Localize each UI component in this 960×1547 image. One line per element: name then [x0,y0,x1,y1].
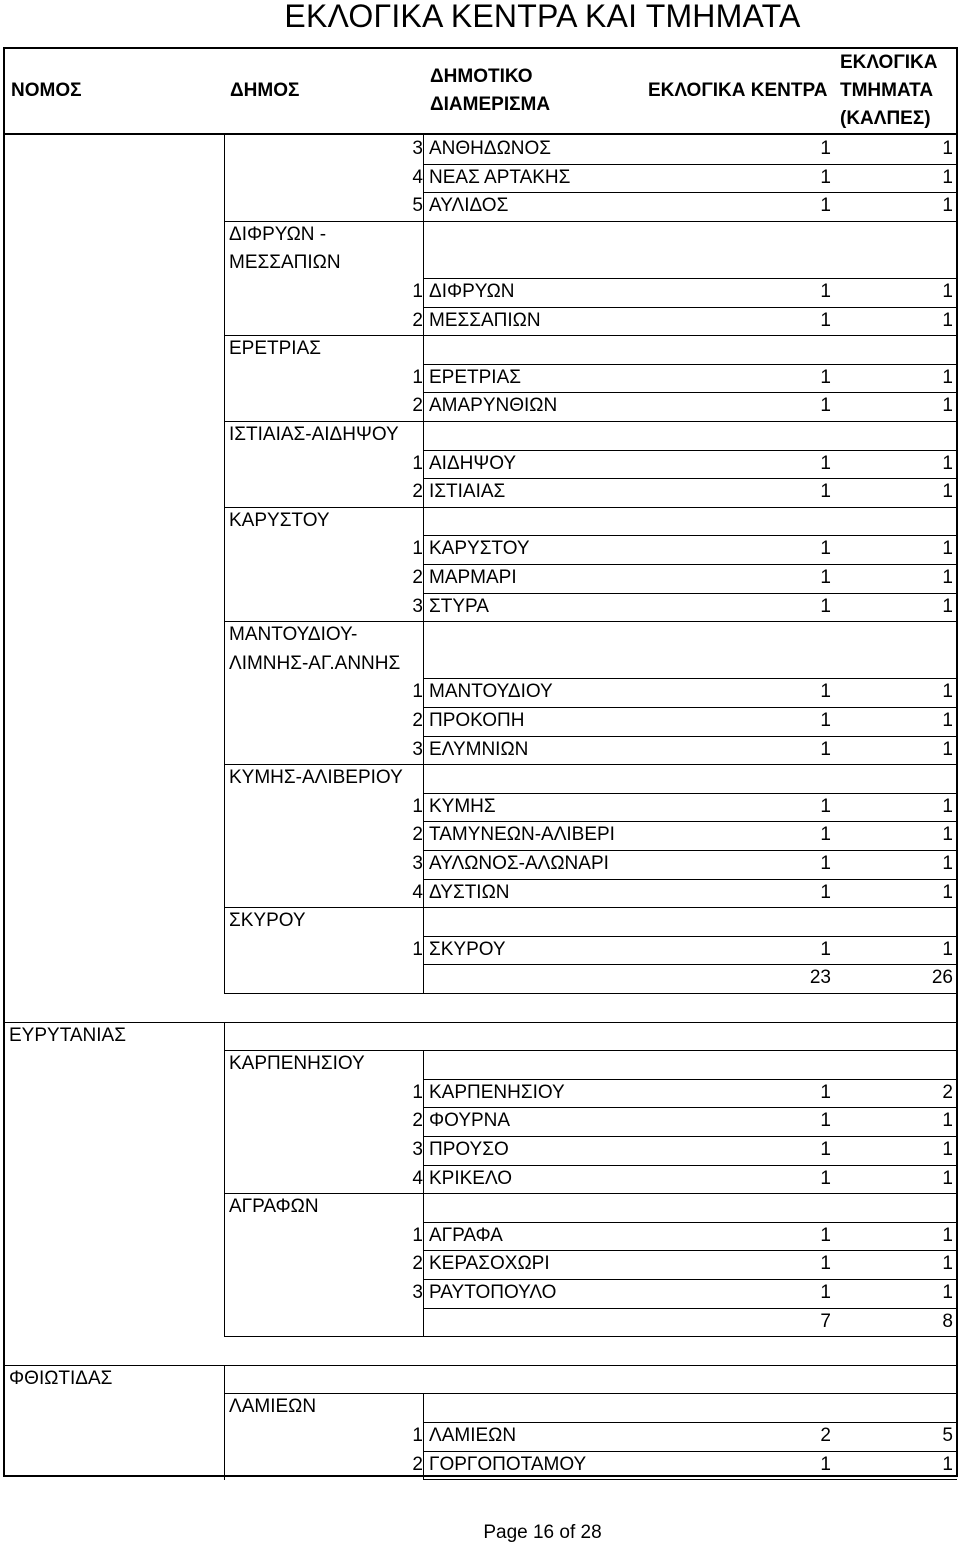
dd-name: ΕΛΥΜΝΙΩΝ [429,739,529,760]
dd-number: 5 [412,195,423,216]
dimos-col-divider [224,707,225,736]
dimos-col-divider [224,1107,225,1136]
kentra-value: 1 [820,1082,831,1103]
dimos-col-divider [224,621,225,678]
dd-name: ΜΑΡΜΑΡΙ [429,567,517,588]
dimos-col-divider [224,335,225,364]
dd-col-divider [423,307,424,336]
dimos-name-line2: ΜΕΣΣΑΠΙΩΝ [229,252,341,273]
tmimata-value: 1 [942,1282,953,1303]
dimos-name-line1: ΚΑΡΥΣΤΟΥ [229,510,330,531]
dd-number: 1 [412,453,423,474]
dimos-top-border [224,507,423,508]
dimos-top-border [224,221,423,222]
dd-number: 1 [412,538,423,559]
dd-name: ΜΑΝΤΟΥΔΙΟΥ [429,681,553,702]
row-divider [423,793,957,794]
dd-name: ΔΙΦΡΥΩΝ [429,281,515,302]
dd-number: 1 [412,1082,423,1103]
dd-col-divider [423,1393,424,1422]
dd-number: 4 [412,882,423,903]
dd-name: ΚΑΡΠΕΝΗΣΙΟΥ [429,1082,565,1103]
header-tmimata-line3: (ΚΑΛΠΕΣ) [840,108,931,129]
table-border-right [956,135,958,1477]
row-divider [423,1308,957,1309]
dd-col-divider [423,593,424,622]
kentra-value: 1 [820,1225,831,1246]
tmimata-value: 1 [942,739,953,760]
dd-number: 1 [412,367,423,388]
tmimata-value: 1 [942,567,953,588]
tmimata-value: 1 [942,681,953,702]
dimos-top-border [224,907,423,908]
dd-col-divider [423,192,424,221]
table-border-bottom [3,1475,958,1477]
tmimata-value: 1 [942,367,953,388]
header-dimos: ΔΗΜΟΣ [230,80,300,101]
dd-col-divider [423,507,424,536]
kentra-value: 1 [820,310,831,331]
dd-col-divider [423,964,424,993]
dimos-name-line1: ΕΡΕΤΡΙΑΣ [229,338,321,359]
dimos-col-divider [224,1308,225,1337]
kentra-value: 1 [820,710,831,731]
total-tmimata: 8 [942,1311,953,1332]
dd-number: 3 [412,1139,423,1160]
dd-col-divider [423,1079,424,1108]
kentra-value: 2 [820,1425,831,1446]
dd-col-divider [423,1279,424,1308]
dd-col-divider [423,392,424,421]
dd-col-divider [423,364,424,393]
total-tmimata: 26 [931,967,953,988]
dd-name: ΓΟΡΓΟΠΟΤΑΜΟΥ [429,1454,587,1475]
dd-number: 2 [412,395,423,416]
dimos-col-divider [224,1193,225,1222]
kentra-value: 1 [820,824,831,845]
header-diamerisma-line2: ΔΙΑΜΕΡΙΣΜΑ [430,94,551,115]
row-divider [423,907,957,908]
dimos-col-divider [224,421,225,450]
dd-col-divider [423,1222,424,1251]
kentra-value: 1 [820,367,831,388]
dimos-top-border [224,1193,423,1194]
dd-name: ΦΟΥΡΝΑ [429,1110,511,1131]
kentra-value: 1 [820,1110,831,1131]
dd-number: 2 [412,481,423,502]
dd-col-divider [423,221,424,278]
dd-number: 2 [412,1110,423,1131]
dd-col-divider [423,535,424,564]
dd-name: ΚΥΜΗΣ [429,796,496,817]
dimos-col-divider [224,907,225,936]
tmimata-value: 1 [942,167,953,188]
kentra-value: 1 [820,1454,831,1475]
dd-number: 1 [412,1425,423,1446]
dimos-col-divider [224,392,225,421]
row-divider [423,964,957,965]
dd-name: ΑΝΘΗΔΩΝΟΣ [429,138,552,159]
dd-number: 1 [412,281,423,302]
dd-number: 1 [412,939,423,960]
kentra-value: 1 [820,453,831,474]
nomos-name: ΕΥΡΥΤΑΝΙΑΣ [9,1025,126,1046]
header-diamerisma [430,49,550,133]
table-header [3,47,958,135]
dd-col-divider [423,879,424,908]
dd-col-divider [423,478,424,507]
dimos-col-divider [224,564,225,593]
tmimata-value: 1 [942,1253,953,1274]
kentra-value: 1 [820,138,831,159]
total-bottom-border [224,993,957,994]
dd-col-divider [423,736,424,765]
dd-col-divider [423,450,424,479]
nomos-name: ΦΘΙΩΤΙΔΑΣ [9,1368,113,1389]
section-divider [4,1022,957,1023]
header-kentra: ΕΚΛΟΓΙΚΑ ΚΕΝΤΡΑ [648,80,828,101]
dimos-col-divider [224,1136,225,1165]
kentra-value: 1 [820,1282,831,1303]
dd-name: ΑΜΑΡΥΝΘΙΩΝ [429,395,558,416]
dimos-col-divider [224,821,225,850]
dd-col-divider [423,907,424,936]
dimos-col-divider [224,450,225,479]
dd-number: 3 [412,1282,423,1303]
kentra-value: 1 [820,739,831,760]
row-divider [423,1193,957,1194]
total-kentra: 23 [809,967,831,988]
dimos-top-border [224,421,423,422]
kentra-value: 1 [820,395,831,416]
kentra-value: 1 [820,281,831,302]
kentra-value: 1 [820,939,831,960]
dimos-col-divider [224,678,225,707]
tmimata-value: 1 [942,596,953,617]
dd-col-divider [423,564,424,593]
dimos-col-divider [224,364,225,393]
dd-col-divider [423,793,424,822]
header-tmimata [840,49,937,133]
dd-col-divider [423,936,424,965]
total-bottom-border [224,1336,957,1337]
dd-col-divider [423,1422,424,1451]
dimos-col-divider [224,135,225,164]
tmimata-value: 1 [942,453,953,474]
dd-col-divider [423,821,424,850]
dd-name: ΣΚΥΡΟΥ [429,939,506,960]
tmimata-value: 1 [942,538,953,559]
dimos-top-border [224,1393,423,1394]
dd-col-divider [423,278,424,307]
dimos-name-line1: ΚΥΜΗΣ-ΑΛΙΒΕΡΙΟΥ [229,767,403,788]
dimos-col-divider [224,793,225,822]
kentra-value: 1 [820,195,831,216]
dimos-col-divider [224,1079,225,1108]
tmimata-value: 1 [942,853,953,874]
dimos-name-line2: ΛΙΜΝΗΣ-ΑΓ.ΑΝΝΗΣ [229,653,401,674]
dimos-name-line1: ΙΣΤΙΑΙΑΣ-ΑΙΔΗΨΟΥ [229,424,399,445]
tmimata-value: 1 [942,1225,953,1246]
dimos-col-divider [224,307,225,336]
dd-col-divider [423,1050,424,1079]
total-kentra: 7 [820,1311,831,1332]
kentra-value: 1 [820,681,831,702]
dd-name: ΚΡΙΚΕΛΟ [429,1168,513,1189]
tmimata-value: 1 [942,882,953,903]
row-divider [423,1479,957,1480]
section-divider [4,1365,957,1366]
dimos-col-divider [224,736,225,765]
kentra-value: 1 [820,853,831,874]
dimos-name-line1: ΛΑΜΙΕΩΝ [229,1396,317,1417]
dd-number: 2 [412,1253,423,1274]
dd-col-divider [423,1107,424,1136]
dimos-col-divider [224,535,225,564]
kentra-value: 1 [820,167,831,188]
header-tmimata-line1: ΕΚΛΟΓΙΚΑ [840,52,938,73]
dimos-col-divider [224,1365,225,1394]
row-divider [423,621,957,622]
dimos-col-divider [224,936,225,965]
dimos-col-divider [224,850,225,879]
dimos-col-divider [224,1050,225,1079]
dimos-col-divider [224,221,225,278]
dimos-name-line1: ΣΚΥΡΟΥ [229,910,306,931]
kentra-value: 1 [820,567,831,588]
tmimata-value: 1 [942,1110,953,1131]
kentra-value: 1 [820,538,831,559]
dd-name: ΔΥΣΤΙΩΝ [429,882,510,903]
kentra-value: 1 [820,1139,831,1160]
dimos-top-border [224,621,423,622]
dimos-col-divider [224,507,225,536]
dd-col-divider [423,621,424,678]
dd-number: 2 [412,710,423,731]
dd-number: 2 [412,824,423,845]
dimos-col-divider [224,879,225,908]
tmimata-value: 1 [942,1139,953,1160]
dimos-top-border [224,764,423,765]
dd-name: ΚΕΡΑΣΟΧΩΡΙ [429,1253,550,1274]
dimos-col-divider [224,164,225,193]
tmimata-value: 1 [942,281,953,302]
dd-col-divider [423,335,424,364]
dd-name: ΑΥΛΩΝΟΣ-ΑΛΩΝΑΡΙ [429,853,609,874]
dd-name: ΠΡΟΥΣΟ [429,1139,509,1160]
dd-number: 3 [412,739,423,760]
dimos-top-border [224,1050,423,1051]
dd-col-divider [423,164,424,193]
tmimata-value: 1 [942,710,953,731]
dd-name: ΑΓΡΑΦΑ [429,1225,503,1246]
dd-number: 1 [412,681,423,702]
tmimata-value: 1 [942,481,953,502]
header-diamerisma-line1: ΔΗΜΟΤΙΚΟ [430,66,533,87]
kentra-value: 1 [820,796,831,817]
header-tmimata-line2: ΤΜΗΜΑΤΑ [840,80,934,101]
tmimata-value: 2 [942,1082,953,1103]
dimos-col-divider [224,478,225,507]
dd-name: ΑΥΛΙΔΟΣ [429,195,509,216]
dd-name: ΜΕΣΣΑΠΙΩΝ [429,310,541,331]
dd-number: 2 [412,1454,423,1475]
table-border-left [3,135,5,1477]
dimos-name-line1: ΚΑΡΠΕΝΗΣΙΟΥ [229,1053,365,1074]
dd-col-divider [423,764,424,793]
row-divider [423,1222,957,1223]
dd-col-divider [423,1193,424,1222]
tmimata-value: 1 [942,796,953,817]
row-divider [423,335,957,336]
dimos-col-divider [224,278,225,307]
dd-col-divider [423,850,424,879]
dd-number: 2 [412,310,423,331]
dd-number: 3 [412,596,423,617]
dd-name: ΙΣΤΙΑΙΑΣ [429,481,506,502]
dd-name: ΛΑΜΙΕΩΝ [429,1425,517,1446]
dimos-col-divider [224,1022,225,1051]
dd-col-divider [423,707,424,736]
dimos-col-divider [224,1222,225,1251]
dd-number: 2 [412,567,423,588]
dimos-top-border [224,335,423,336]
tmimata-value: 1 [942,310,953,331]
dd-number: 4 [412,1168,423,1189]
tmimata-value: 1 [942,195,953,216]
tmimata-value: 1 [942,138,953,159]
kentra-value: 1 [820,481,831,502]
dd-name: ΑΙΔΗΨΟΥ [429,453,517,474]
dd-col-divider [423,421,424,450]
dd-number: 3 [412,853,423,874]
tmimata-value: 1 [942,395,953,416]
dimos-col-divider [224,192,225,221]
dd-col-divider [423,1308,424,1337]
dd-name: ΠΡΟΚΟΠΗ [429,710,525,731]
dimos-col-divider [224,1422,225,1451]
tmimata-value: 1 [942,1454,953,1475]
dimos-name-line1: ΔΙΦΡΥΩΝ - [229,224,327,245]
dd-col-divider [423,678,424,707]
dd-name: ΤΑΜΥΝΕΩΝ-ΑΛΙΒΕΡΙ [429,824,615,845]
dd-name: ΝΕΑΣ ΑΡΤΑΚΗΣ [429,167,571,188]
header-nomos: ΝΟΜΟΣ [11,80,82,101]
tmimata-value: 1 [942,824,953,845]
dd-col-divider [423,1136,424,1165]
tmimata-value: 1 [942,939,953,960]
dimos-col-divider [224,1393,225,1422]
tmimata-value: 5 [942,1425,953,1446]
row-divider [423,764,957,765]
kentra-value: 1 [820,882,831,903]
page-title: ΕΚΛΟΓΙΚΑ ΚΕΝΤΡΑ ΚΑΙ ΤΜΗΜΑΤΑ [284,0,801,34]
kentra-value: 1 [820,1253,831,1274]
dimos-name-line1: ΜΑΝΤΟΥΔΙΟΥ- [229,624,358,645]
kentra-value: 1 [820,1168,831,1189]
dd-name: ΕΡΕΤΡΙΑΣ [429,367,521,388]
dd-number: 4 [412,167,423,188]
dd-number: 1 [412,796,423,817]
row-divider [423,593,957,594]
dd-number: 1 [412,1225,423,1246]
row-divider [423,507,957,508]
page-footer: Page 16 of 28 [483,1522,602,1543]
dimos-col-divider [224,964,225,993]
dd-name: ΡΑΥΤΟΠΟΥΛΟ [429,1282,557,1303]
dd-name: ΚΑΡΥΣΤΟΥ [429,538,530,559]
dd-col-divider [423,1165,424,1194]
dimos-col-divider [224,593,225,622]
dd-col-divider [423,1250,424,1279]
row-divider [423,421,957,422]
row-divider [423,221,957,222]
dimos-name-line1: ΑΓΡΑΦΩΝ [229,1196,319,1217]
dd-col-divider [423,135,424,164]
tmimata-value: 1 [942,1168,953,1189]
dimos-col-divider [224,764,225,793]
dimos-col-divider [224,1165,225,1194]
dimos-col-divider [224,1250,225,1279]
dd-number: 3 [412,138,423,159]
kentra-value: 1 [820,596,831,617]
dimos-col-divider [224,1279,225,1308]
dd-name: ΣΤΥΡΑ [429,596,489,617]
